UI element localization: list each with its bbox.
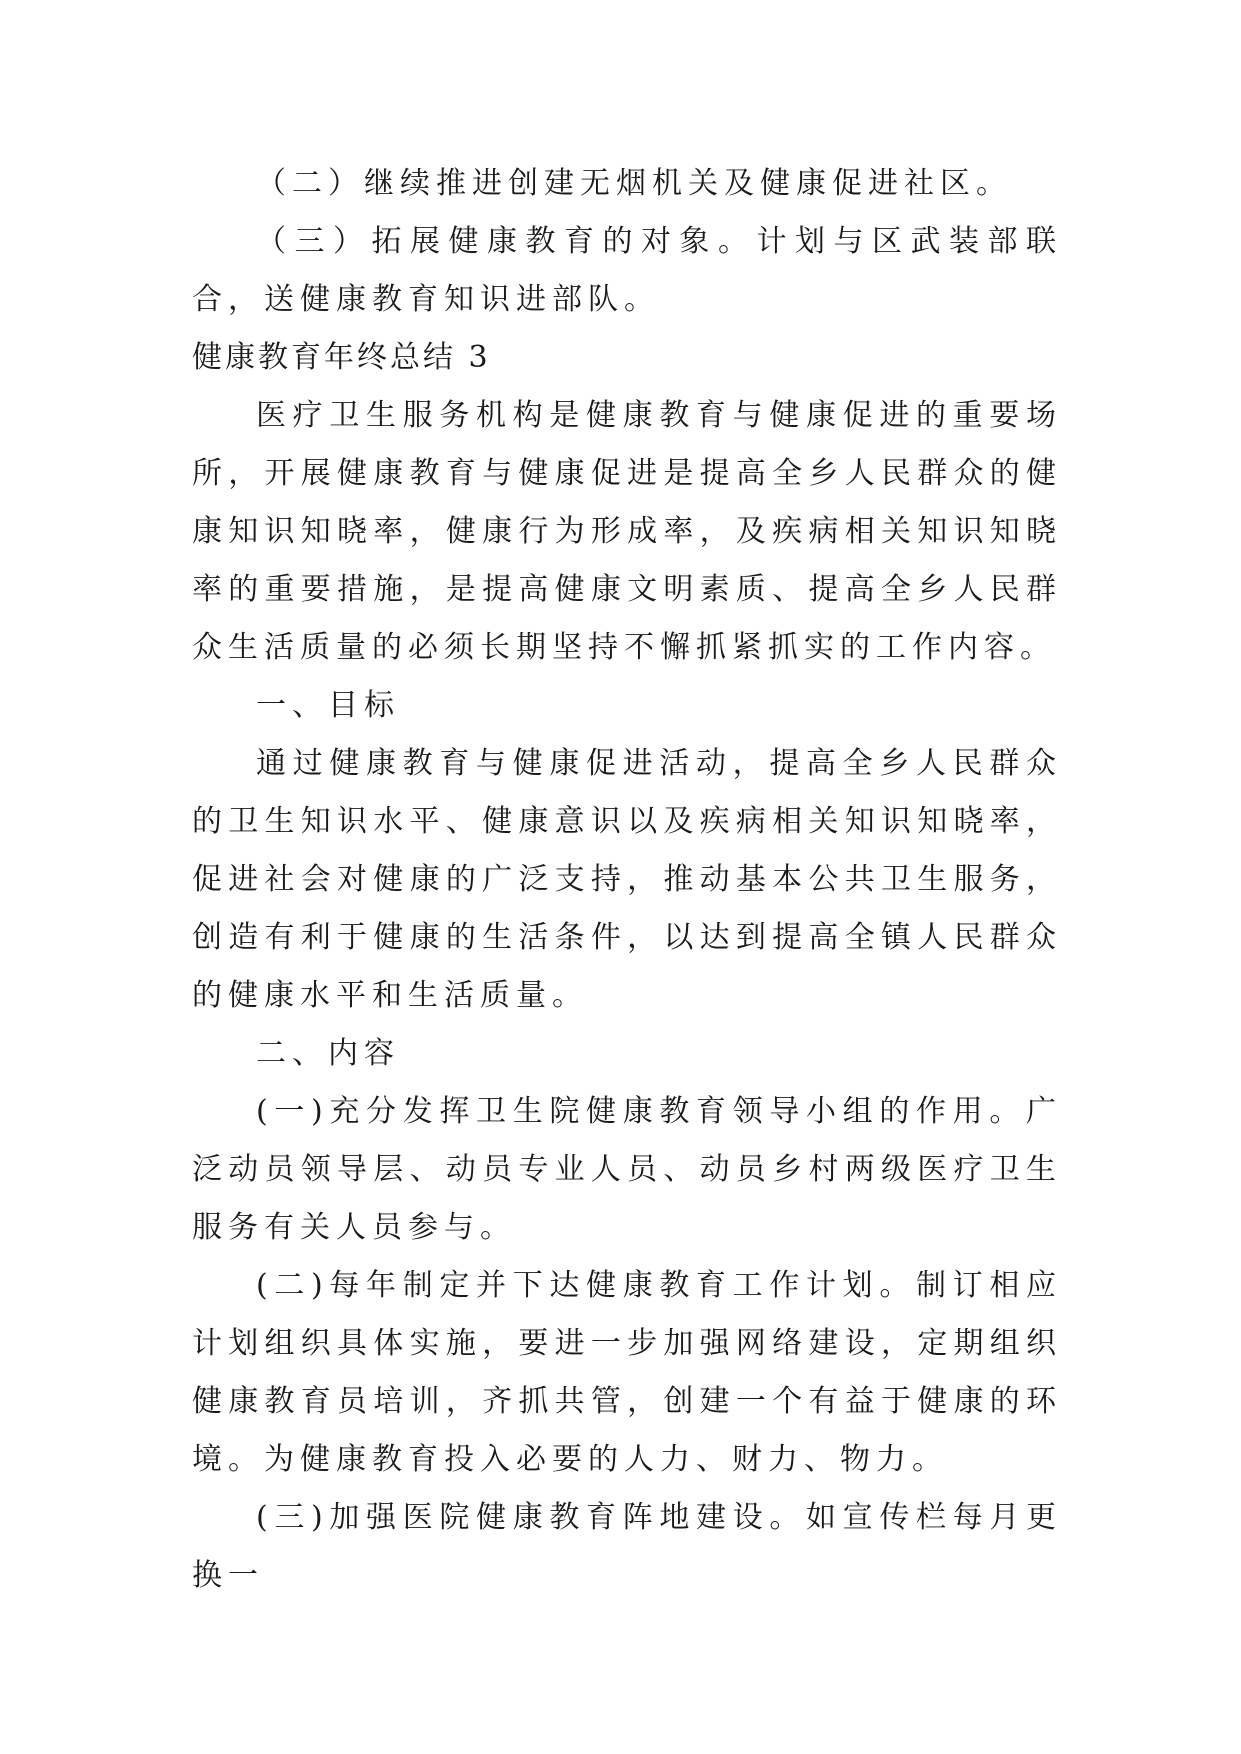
heading-goals: 一、目标 <box>256 688 400 723</box>
paragraph-smoke-free: （二）继续推进创建无烟机关及健康促进社区。 <box>256 166 1012 201</box>
document-body <box>192 155 1062 1605</box>
section-title: 健康教育年终总结 3 <box>192 340 491 375</box>
paragraph-intro: 医疗卫生服务机构是健康教育与健康促进的重要场所，开展健康教育与健康促进是提高全乡人民群众的健康知识知晓率，健康行为形成率，及疾病相关知识知晓率的重要措施，是提高健康文明素质、提高全乡人民群众生活质量的必须长期坚持不懈抓紧抓实的工作内容。 <box>192 398 1062 665</box>
paragraph-item-2: (二)每年制定并下达健康教育工作计划。制订相应计划组织具体实施，要进一步加强网络建设，定期组织健康教育员培训，齐抓共管，创建一个有益于健康的环境。为健康教育投入必要的人力、财力、物力。 <box>192 1268 1062 1477</box>
paragraph-goals: 通过健康教育与健康促进活动，提高全乡人民群众的卫生知识水平、健康意识以及疾病相关知识知晓率，促进社会对健康的广泛支持，推动基本公共卫生服务，创造有利于健康的生活条件，以达到提高全镇人民群众的健康水平和生活质量。 <box>192 746 1062 1013</box>
paragraph-expand-targets: （三）拓展健康教育的对象。计划与区武装部联合，送健康教育知识进部队。 <box>192 224 1062 317</box>
paragraph-item-1: (一)充分发挥卫生院健康教育领导小组的作用。广泛动员领导层、动员专业人员、动员乡村两级医疗卫生服务有关人员参与。 <box>192 1094 1062 1245</box>
heading-content: 二、内容 <box>256 1036 400 1071</box>
paragraph-item-3: (三)加强医院健康教育阵地建设。如宣传栏每月更换一 <box>192 1500 1062 1593</box>
